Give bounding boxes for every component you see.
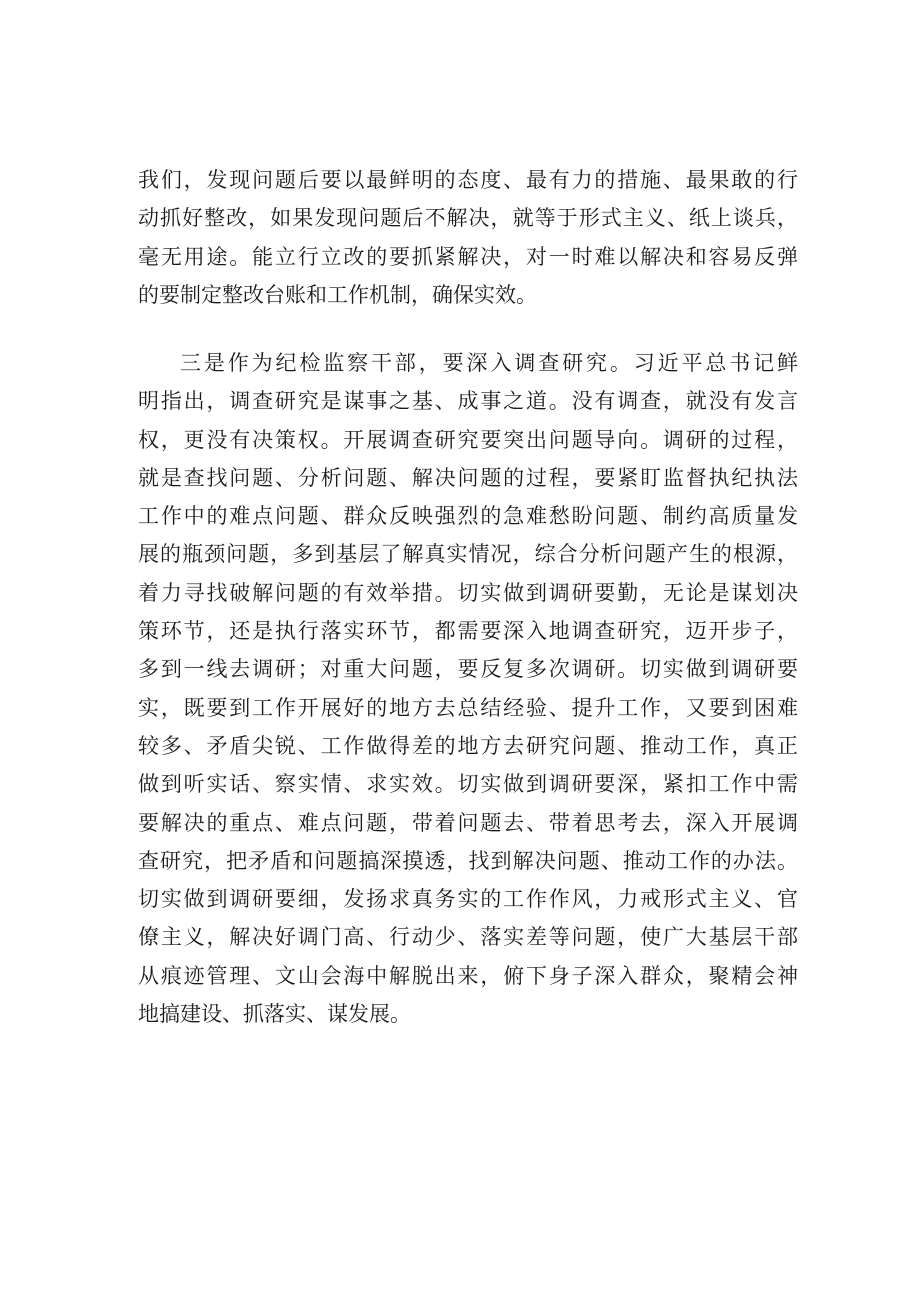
paragraph-1 [138,161,798,314]
paragraph-2 [138,344,798,1033]
text-line: 从痕迹管理、文山会海中解脱出来，俯下身子深入群众，聚精会神 [138,963,798,988]
text-line: 权，更没有决策权。开展调查研究要突出问题导向。调研的过程， [138,427,798,452]
text-line: 查研究，把矛盾和问题搞深摸透，找到解决问题、推动工作的办法。 [138,848,798,873]
text-line: 较多、矛盾尖锐、工作做得差的地方去研究问题、推动工作，真正 [138,733,798,758]
text-line: 做到听实话、察实情、求实效。切实做到调研要深，紧扣工作中需 [138,772,798,797]
text-line: 着力寻找破解问题的有效举措。切实做到调研要勤，无论是谋划决 [138,580,798,605]
text-line: 实，既要到工作开展好的地方去总结经验、提升工作，又要到困难 [138,695,798,720]
text-line: 就是查找问题、分析问题、解决问题的过程，要紧盯监督执纪执法 [138,465,798,490]
text-line: 切实做到调研要细，发扬求真务实的工作作风，力戒形式主义、官 [138,887,798,912]
text-line: 展的瓶颈问题，多到基层了解真实情况，综合分析问题产生的根源， [138,542,798,567]
text-line: 我们，发现问题后要以最鲜明的态度、最有力的措施、最果敢的行 [138,168,798,192]
text-line: 三是作为纪检监察干部，要深入调查研究。习近平总书记鲜 [180,351,798,375]
text-line: 明指出，调查研究是谋事之基、成事之道。没有调查，就没有发言 [138,389,798,414]
text-line: 策环节，还是执行落实环节，都需要深入地调查研究，迈开步子， [138,619,798,644]
text-line: 动抓好整改，如果发现问题后不解决，就等于形式主义、纸上谈兵， [138,206,798,231]
text-line: 要解决的重点、难点问题，带着问题去、带着思考去，深入开展调 [138,810,798,835]
text-line: 多到一线去调研；对重大问题，要反复多次调研。切实做到调研要 [138,657,798,682]
text-line: 的要制定整改台账和工作机制，确保实效。 [138,282,537,307]
text-line: 僚主义，解决好调门高、行动少、落实差等问题，使广大基层干部 [138,925,798,950]
text-line: 毫无用途。能立行立改的要抓紧解决，对一时难以解决和容易反弹 [138,244,798,269]
text-line: 地搞建设、抓落实、谋发展。 [138,1002,411,1027]
text-line: 工作中的难点问题、群众反映强烈的急难愁盼问题、制约高质量发 [138,504,798,529]
